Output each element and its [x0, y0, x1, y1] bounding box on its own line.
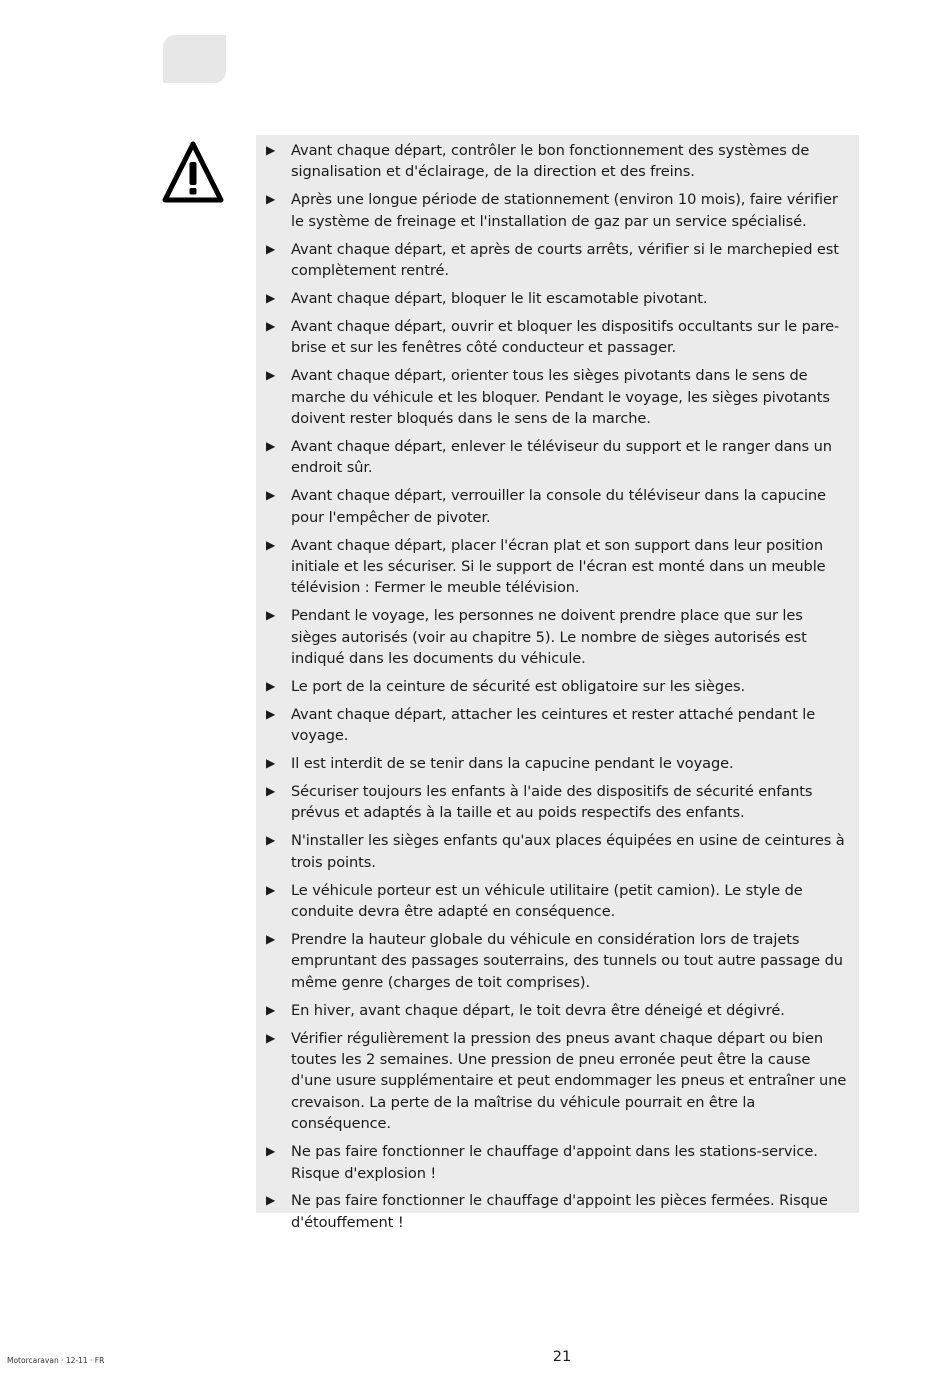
bullet-arrow-icon: ▶ — [266, 537, 276, 552]
warning-item — [266, 1190, 851, 1239]
bullet-arrow-icon: ▶ — [266, 318, 276, 333]
document-reference: Motorcaravan · 12-11 · FR — [7, 1356, 105, 1365]
bullet-arrow-icon: ▶ — [266, 192, 276, 207]
bullet-arrow-icon: ▶ — [266, 784, 276, 799]
bullet-arrow-icon: ▶ — [266, 1002, 276, 1017]
warning-item — [266, 704, 851, 753]
warning-text: Avant chaque départ, bloquer le lit escamotable pivotant. — [291, 289, 708, 307]
bullet-arrow-icon: ▶ — [266, 143, 276, 157]
bullet-arrow-icon: ▶ — [266, 932, 276, 946]
bullet-arrow-icon: ▶ — [266, 1144, 276, 1159]
page-number: 21 — [552, 1349, 572, 1365]
warning-text: Avant chaque départ, et après de courts arrêts, vérifier si le marchepied est complètement rentré. — [291, 240, 839, 280]
warning-item — [266, 1141, 851, 1190]
warning-text: Sécuriser toujours les enfants à l'aide des dispositifs de sécurité enfants prévus et adaptés à la taille et au poids respectifs des enfants. — [291, 783, 813, 822]
warning-text: Le port de la ceinture de sécurité est obligatoire sur les sièges. — [291, 677, 746, 695]
warning-text: Avant chaque départ, enlever le téléviseur du support et le ranger dans un endroit sûr. — [291, 437, 832, 477]
warning-item — [266, 605, 851, 676]
bullet-arrow-icon: ▶ — [266, 833, 276, 848]
warning-text: Avant chaque départ, contrôler le bon fonctionnement des systèmes de signalisation et d'éclairage, de la direction et des freins. — [291, 142, 810, 181]
warning-item — [266, 316, 851, 365]
warning-item — [266, 189, 851, 238]
bullet-arrow-icon: ▶ — [266, 608, 276, 623]
warning-text: Après une longue période de stationnement (environ 10 mois), faire vérifier le système de freinage et l'installation de gaz par un service spécialisé. — [291, 191, 838, 230]
warning-item — [266, 140, 851, 189]
warning-item — [266, 365, 851, 436]
warning-item — [266, 830, 851, 879]
warning-item — [266, 1000, 851, 1028]
warning-text: N'installer les sièges enfants qu'aux places équipées en usine de ceintures à trois points. — [291, 832, 845, 871]
chapter-tab-marker — [163, 35, 226, 83]
warning-text: En hiver, avant chaque départ, le toit devra être déneigé et dégivré. — [291, 1001, 785, 1019]
warning-item — [266, 535, 851, 606]
warning-item — [266, 1028, 851, 1142]
warning-item — [266, 753, 851, 781]
warning-item — [266, 929, 851, 1000]
warning-text: Pendant le voyage, les personnes ne doivent prendre place que sur les sièges autorisés (voir au chapitre 5). Le nombre de sièges autorisés est indiqué dans les documents du véhicule. — [291, 607, 807, 668]
warning-triangle-icon — [162, 141, 224, 203]
warning-text: Avant chaque départ, orienter tous les sièges pivotants dans le sens de marche du véhicule et les bloquer. Pendant le voyage, les sièges pivotants doivent rester bloqués dans le sens de la marche. — [291, 367, 830, 427]
warning-item — [266, 880, 851, 929]
bullet-arrow-icon: ▶ — [266, 756, 276, 771]
warning-text: Il est interdit de se tenir dans la capucine pendant le voyage. — [291, 755, 734, 773]
warning-item — [266, 239, 851, 288]
bullet-arrow-icon: ▶ — [266, 882, 276, 897]
warning-text: Avant chaque départ, placer l'écran plat et son support dans leur position initiale et les sécuriser. Si le support de l'écran est monté dans un meuble télévision : Fermer le meuble télévision. — [291, 536, 826, 597]
warning-text: Le véhicule porteur est un véhicule utilitaire (petit camion). Le style de conduite devra être adapté en conséquence. — [291, 881, 803, 921]
warning-text: Ne pas faire fonctionner le chauffage d'appoint dans les stations-service. Risque d'explosion ! — [291, 1143, 818, 1182]
warning-item — [266, 676, 851, 704]
bullet-arrow-icon: ▶ — [266, 368, 276, 383]
warning-item — [266, 781, 851, 830]
warning-text: Avant chaque départ, ouvrir et bloquer les dispositifs occultants sur le pare-brise et sur les fenêtres côté conducteur et passager. — [291, 317, 840, 357]
warning-text: Avant chaque départ, verrouiller la console du téléviseur dans la capucine pour l'empêcher de pivoter. — [291, 487, 826, 526]
bullet-arrow-icon: ▶ — [266, 678, 276, 693]
bullet-arrow-icon: ▶ — [266, 241, 276, 256]
warning-text: Prendre la hauteur globale du véhicule en considération lors de trajets empruntant des passages souterrains, des tunnels ou tout autre passage du même genre (charges de toit comprises). — [291, 931, 843, 991]
warning-item — [266, 485, 851, 534]
warning-list — [256, 135, 859, 1240]
bullet-arrow-icon: ▶ — [266, 1030, 276, 1045]
bullet-arrow-icon: ▶ — [266, 290, 276, 305]
warning-item — [266, 288, 851, 316]
warning-text: Ne pas faire fonctionner le chauffage d'appoint les pièces fermées. Risque d'étouffement ! — [291, 1192, 828, 1231]
bullet-arrow-icon: ▶ — [266, 1193, 276, 1208]
bullet-arrow-icon: ▶ — [266, 706, 276, 721]
warning-notes-box — [256, 135, 859, 1231]
warning-text: Vérifier régulièrement la pression des pneus avant chaque départ ou bien toutes les 2 semaines. Une pression de pneu erronée peut être la cause d'une usure supplémentaire et peut endommager les pneus et entraîner une crevaison. La perte de la maîtrise du véhicule pourrait en être la conséquence. — [291, 1029, 847, 1133]
warning-text: Avant chaque départ, attacher les ceintures et rester attaché pendant le voyage. — [291, 705, 816, 745]
bullet-arrow-icon: ▶ — [266, 438, 276, 453]
bullet-arrow-icon: ▶ — [266, 488, 276, 503]
warning-item — [266, 436, 851, 485]
